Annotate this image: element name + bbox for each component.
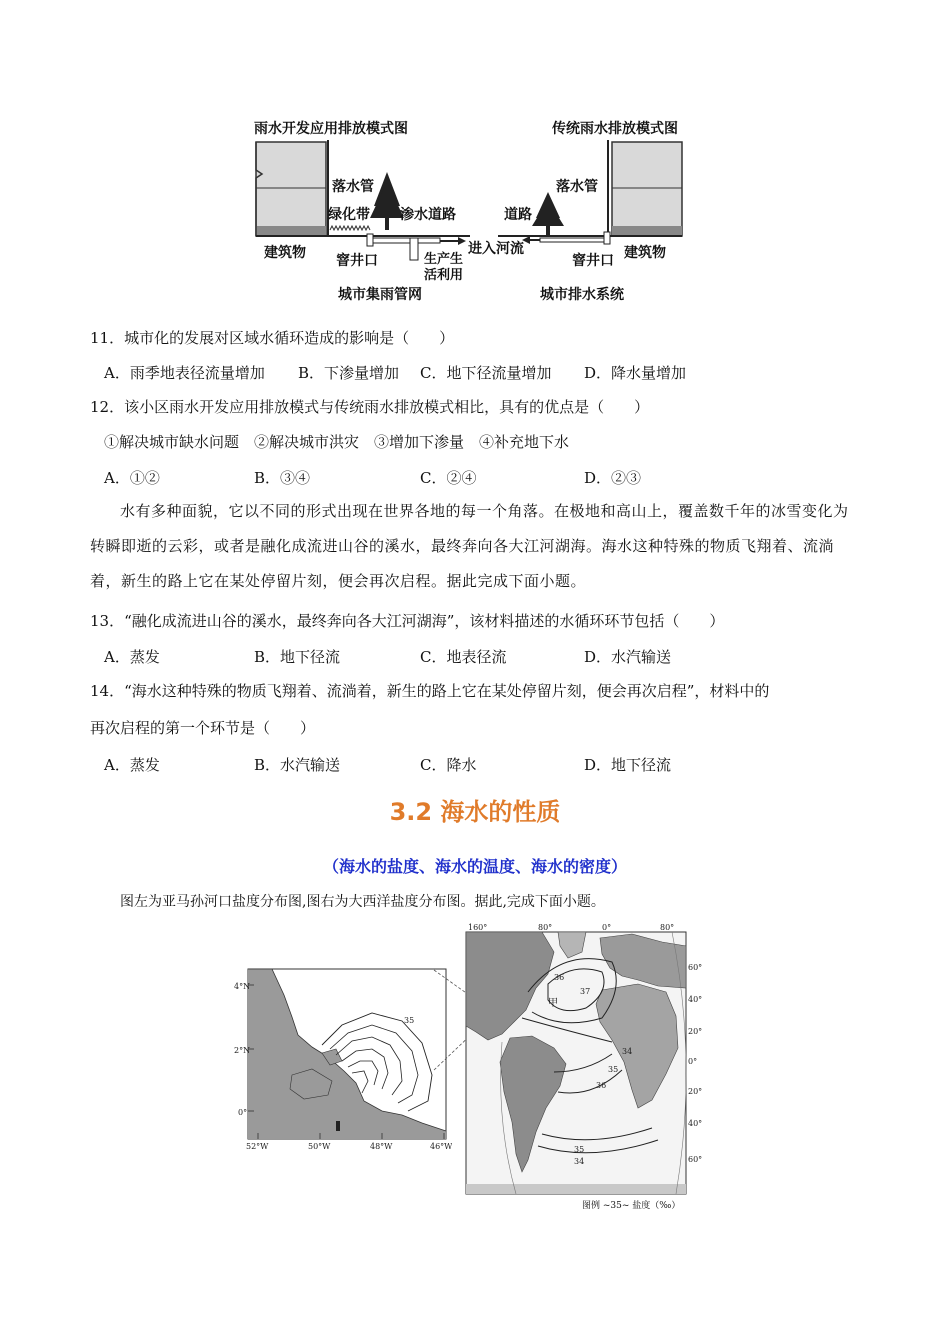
q14-option-c[interactable]: C．降水 <box>420 756 477 774</box>
q11-option-d[interactable]: D．降水量增加 <box>584 364 687 382</box>
right-map-lon-160: 160° <box>468 923 488 932</box>
q14-option-b[interactable]: B．水汽输送 <box>254 756 341 774</box>
amazon-salinity-map-graphic <box>232 965 452 1155</box>
left-map-lat-0: 0° <box>238 1108 248 1117</box>
left-building-label: 建筑物 <box>264 245 306 261</box>
right-map-isohaline-34b: 34 <box>622 1047 633 1056</box>
right-map-region-jia: 甲 <box>548 998 558 1009</box>
permeable-road-label: 渗水道路 <box>400 207 456 223</box>
q13-option-d[interactable]: D．水汽输送 <box>584 648 672 666</box>
q12-option-a[interactable]: A．①② <box>104 469 160 487</box>
right-map-isohaline-35b: 35 <box>608 1065 619 1074</box>
reuse-label-2: 活利用 <box>424 268 464 283</box>
left-map-lat-2n: 2°N <box>234 1046 251 1055</box>
q13-stem: 13．“融化成流进山谷的溪水，最终奔向各大江河湖海”，该材料描述的水循环环节包括（ ） <box>90 612 725 630</box>
q14-option-d[interactable]: D．地下径流 <box>584 756 672 774</box>
q14-stem-line1: 14．“海水这种特殊的物质飞翔着、流淌着，新生的路上它在某处停留片刻，便会再次启程”，材料中的 <box>90 682 770 700</box>
right-map-lat-20s: 20° <box>688 1087 703 1096</box>
atlantic-map-legend: 图例 ~35~ 盐度（‰） <box>582 1201 681 1211</box>
q13-option-a[interactable]: A．蒸发 <box>104 648 160 666</box>
left-diagram-title: 雨水开发应用排放模式图 <box>254 121 408 137</box>
left-manhole-label: 窨井口 <box>336 253 378 269</box>
right-map-lat-40s: 40° <box>688 1119 703 1128</box>
right-map-isohaline-35: 35 <box>574 1145 585 1154</box>
atlantic-salinity-map-graphic <box>462 922 708 1214</box>
left-map-lon-50w: 50°W <box>308 1142 331 1151</box>
left-downpipe-label: 落水管 <box>332 179 374 195</box>
left-map-lon-46w: 46°W <box>430 1142 452 1151</box>
right-map-isohaline-36a: 36 <box>554 973 565 982</box>
right-downpipe-label: 落水管 <box>556 179 598 195</box>
q14-stem-line2: 再次启程的第一个环节是（ ） <box>90 719 316 737</box>
right-map-lon-0: 0° <box>602 923 612 932</box>
right-manhole-label: 窨井口 <box>572 253 614 269</box>
reading-passage: 水有多种面貌，它以不同的形式出现在世界各地的每一个角落。在极地和高山上，覆盖数千年的冰雪变化为转瞬即逝的云彩，或者是融化成流进山谷的溪水，最终奔向各大江河湖海。海水这种特殊的物质飞翔着、流淌着，新生的路上它在某处停留片刻，便会再次启程。据此完成下面小题。 <box>90 502 849 590</box>
left-map-lon-48w: 48°W <box>370 1142 393 1151</box>
right-diagram-title: 传统雨水排放模式图 <box>552 121 678 137</box>
section-title: 3.2 海水的性质 <box>389 798 561 826</box>
q11-stem: 11．城市化的发展对区域水循环造成的影响是（ ） <box>90 329 455 347</box>
q12-option-d[interactable]: D．②③ <box>584 469 642 487</box>
right-caption: 城市排水系统 <box>540 287 624 303</box>
left-map-lat-4n: 4°N <box>234 982 251 991</box>
right-map-lat-60s: 60° <box>688 1155 703 1164</box>
left-caption: 城市集雨管网 <box>338 287 422 303</box>
right-map-lat-60n: 60° <box>688 963 703 972</box>
rainwater-diagram-graphic <box>240 110 720 310</box>
q11-option-b[interactable]: B．下渗量增加 <box>298 364 400 382</box>
right-map-isohaline-37: 37 <box>580 987 591 996</box>
amazon-salinity-map <box>232 965 452 1155</box>
right-map-lon-80w: 80° <box>538 923 553 932</box>
q12-option-b[interactable]: B．③④ <box>254 469 311 487</box>
q12-stem: 12．该小区雨水开发应用排放模式与传统雨水排放模式相比，具有的优点是（ ） <box>90 398 650 416</box>
q13-option-b[interactable]: B．地下径流 <box>254 648 341 666</box>
atlantic-salinity-map <box>462 922 708 1214</box>
into-river-label: 进入河流 <box>468 241 524 257</box>
right-map-isohaline-36b: 36 <box>596 1081 607 1090</box>
q11-option-a[interactable]: A．雨季地表径流量增加 <box>104 364 265 382</box>
right-map-lat-0: 0° <box>688 1057 698 1066</box>
q11-option-c[interactable]: C．地下径流量增加 <box>420 364 552 382</box>
rainwater-diagram <box>240 110 720 310</box>
section-intro: 图左为亚马孙河口盐度分布图,图右为大西洋盐度分布图。据此,完成下面小题。 <box>120 894 605 910</box>
road-label: 道路 <box>504 207 532 223</box>
reuse-label-1: 生产生 <box>424 252 464 267</box>
q14-option-a[interactable]: A．蒸发 <box>104 756 160 774</box>
right-map-isohaline-34: 34 <box>574 1157 585 1166</box>
q12-option-c[interactable]: C．②④ <box>420 469 477 487</box>
greenbelt-label: 绿化带 <box>328 207 370 223</box>
left-map-isohaline-35: 35 <box>404 1016 415 1025</box>
right-map-lat-20n: 20° <box>688 1027 703 1036</box>
right-map-lat-40n: 40° <box>688 995 703 1004</box>
right-map-lon-80e: 80° <box>660 923 675 932</box>
right-building-label: 建筑物 <box>624 245 666 261</box>
left-map-lon-52w: 52°W <box>246 1142 269 1151</box>
q13-option-c[interactable]: C．地表径流 <box>420 648 507 666</box>
q12-items: ①解决城市缺水问题 ②解决城市洪灾 ③增加下渗量 ④补充地下水 <box>104 433 570 451</box>
section-subtitle: （海水的盐度、海水的温度、海水的密度） <box>322 857 627 876</box>
